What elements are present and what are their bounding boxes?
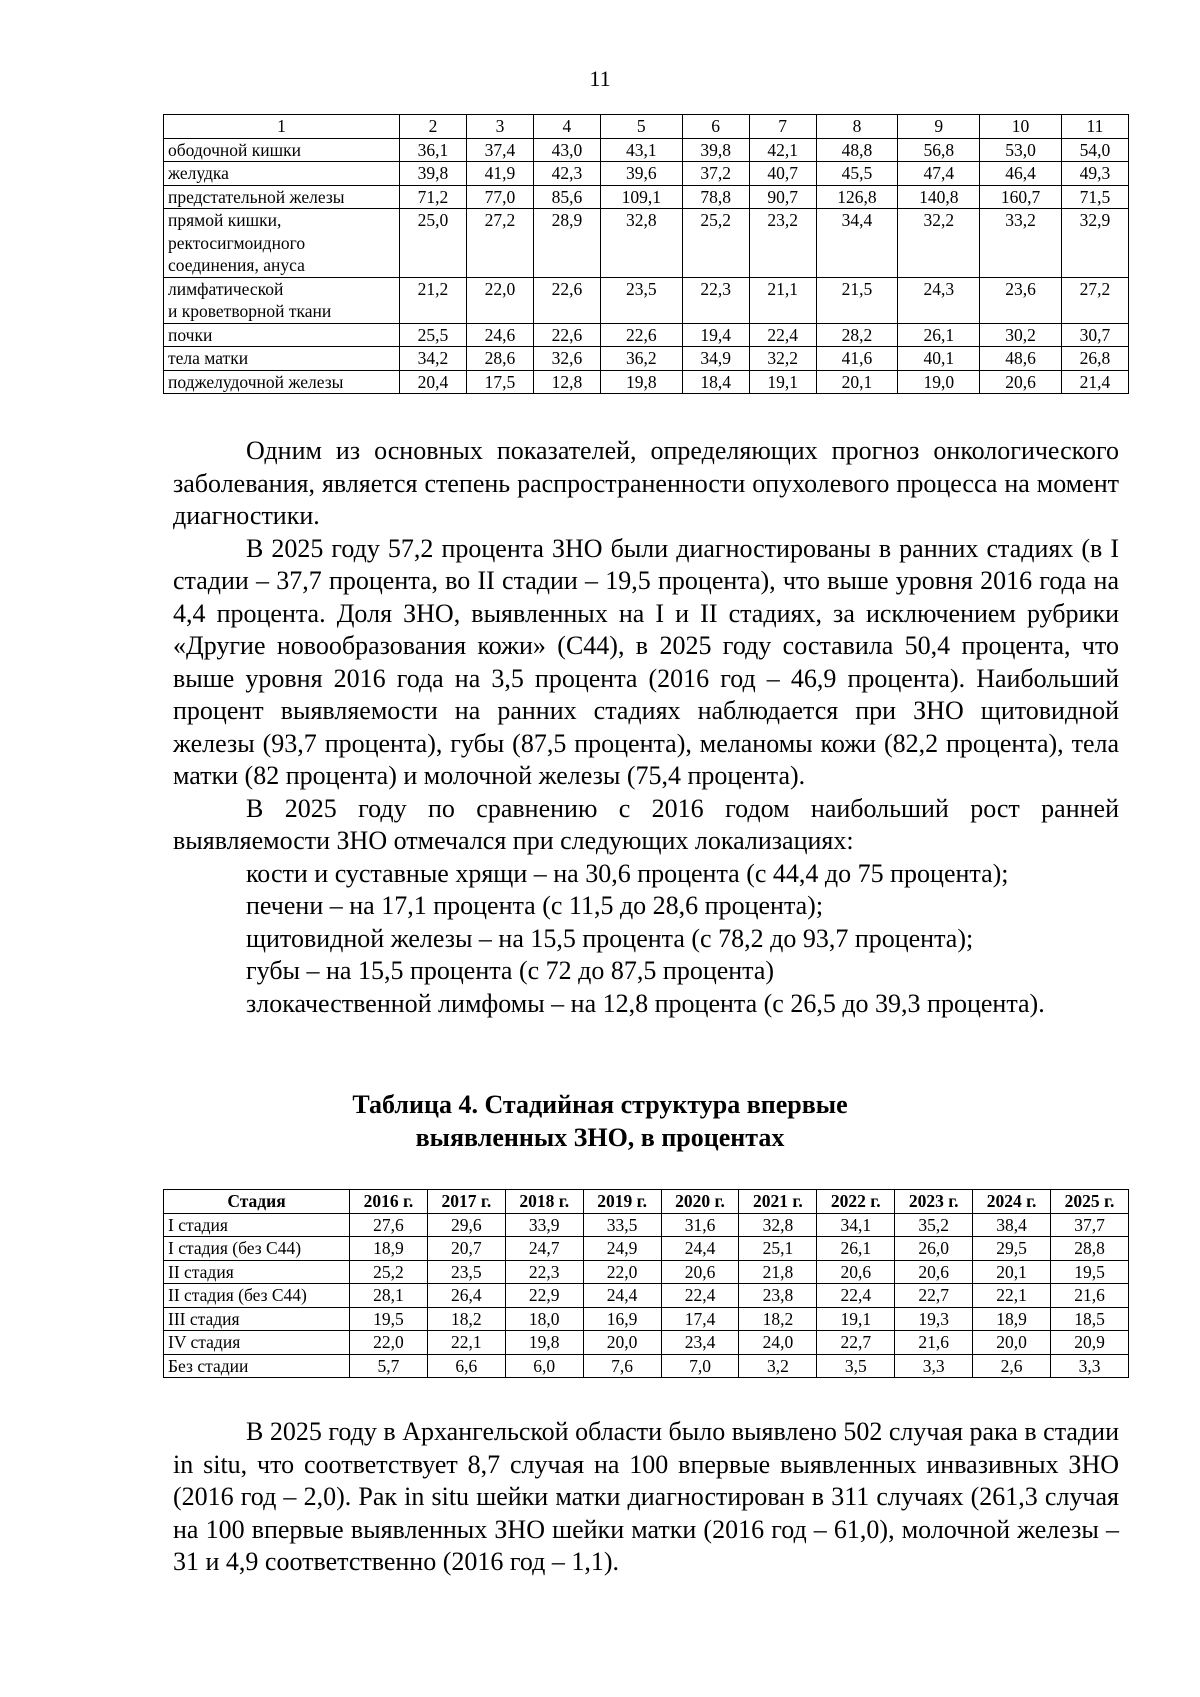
table-cell: 7,0 — [661, 1354, 739, 1378]
table-caption-line: выявленных ЗНО, в процентах — [415, 1123, 785, 1152]
table-cell: 22,4 — [661, 1284, 739, 1308]
paragraph: В 2025 году в Архангельской области было выявлено 502 случая рака в стадии in situ, что соответствует 8,7 случая на 100 впервые выявленных инвазивных ЗНО (2016 год – 2,0). Рак in situ шейки матки диагностирован в 311 случаях (261,3 случая на 100 впервые выявленных ЗНО шейки матки (2016 год – 61,0), молочной железы – 31 и 4,9 соответственно (2016 год – 1,1). — [173, 1417, 1119, 1576]
table-row — [164, 347, 1129, 371]
table-cell: 37,7 — [1051, 1213, 1129, 1237]
table-cell: 28,6 — [466, 347, 533, 371]
stage-structure-table — [163, 1189, 1129, 1378]
table-cell: 19,8 — [505, 1331, 583, 1355]
row-label: поджелудочной железы — [164, 370, 400, 394]
table-cell: 32,9 — [1061, 209, 1128, 278]
table-cell: 26,0 — [895, 1237, 973, 1261]
table-cell: 24,6 — [466, 323, 533, 347]
table-row — [164, 370, 1129, 394]
table-row — [164, 162, 1129, 186]
table-cell: 19,5 — [350, 1307, 428, 1331]
table-cell: 21,4 — [1061, 370, 1128, 394]
paragraph: В 2025 году 57,2 процента ЗНО были диагностированы в ранних стадиях (в I стадии – 37,7 процента, во II стадии – 19,5 процента), что выше уровня 2016 года на 4,4 процента. Доля ЗНО, выявленных на I и II стадиях, за исключением рубрики «Другие новообразования кожи» (С44), в 2025 году составила 50,4 процента, что выше уровня 2016 года на 3,5 процента (2016 год – 46,9 процента). Наибольший процент выявляемости на ранних стадиях наблюдается при ЗНО щитовидной железы (93,7 процента), губы (87,5 процента), меланомы кожи (82,2 процента), тела матки (82 процента) и молочной железы (75,4 процента). — [173, 533, 1119, 790]
table-cell: 48,6 — [980, 347, 1062, 371]
table-cell: 19,4 — [682, 323, 749, 347]
row-label: почки — [164, 323, 400, 347]
list-item: печени – на 17,1 процента (с 11,5 до 28,6 процента); — [246, 891, 824, 920]
table-cell: 24,7 — [505, 1237, 583, 1261]
table-cell: 40,7 — [749, 162, 816, 186]
table-cell: 29,5 — [973, 1237, 1051, 1261]
table-cell: 22,7 — [895, 1284, 973, 1308]
table-cell: 27,6 — [350, 1213, 428, 1237]
table-cell: 23,2 — [749, 209, 816, 278]
table-cell: 43,1 — [600, 138, 682, 162]
table-cell: 30,2 — [980, 323, 1062, 347]
table-cell: 24,3 — [898, 277, 980, 323]
table-cell: 6,0 — [505, 1354, 583, 1378]
table-cell: 7,6 — [583, 1354, 661, 1378]
column-header: 2023 г. — [895, 1190, 973, 1214]
table-cell: 18,9 — [350, 1237, 428, 1261]
table-cell: 40,1 — [898, 347, 980, 371]
table-cell: 16,9 — [583, 1307, 661, 1331]
table-cell: 28,1 — [350, 1284, 428, 1308]
table-cell: 22,9 — [505, 1284, 583, 1308]
table-cell: 24,0 — [739, 1331, 817, 1355]
table-cell: 26,4 — [427, 1284, 505, 1308]
column-header: 10 — [980, 115, 1062, 139]
table-cell: 36,2 — [600, 347, 682, 371]
table-cell: 20,6 — [661, 1260, 739, 1284]
table-cell: 20,6 — [817, 1260, 895, 1284]
table-cell: 2,6 — [973, 1354, 1051, 1378]
table-cell: 26,1 — [817, 1237, 895, 1261]
table-cell: 20,7 — [427, 1237, 505, 1261]
table-cell: 34,9 — [682, 347, 749, 371]
table-cell: 17,5 — [466, 370, 533, 394]
table-cell: 109,1 — [600, 185, 682, 209]
column-header: 2024 г. — [973, 1190, 1051, 1214]
table-cell: 19,3 — [895, 1307, 973, 1331]
table-cell: 160,7 — [980, 185, 1062, 209]
column-header: 8 — [816, 115, 898, 139]
list-item: губы – на 15,5 процента (с 72 до 87,5 процента) — [246, 956, 775, 985]
table-cell: 39,8 — [682, 138, 749, 162]
table-row — [164, 1260, 1129, 1284]
table-row — [164, 277, 1129, 323]
table-cell: 38,4 — [973, 1213, 1051, 1237]
table-cell: 20,1 — [973, 1260, 1051, 1284]
row-label: прямой кишки, ректосигмоидного соединения, ануса — [164, 209, 400, 278]
table-cell: 39,8 — [400, 162, 467, 186]
table-cell: 28,2 — [816, 323, 898, 347]
table-cell: 32,2 — [898, 209, 980, 278]
table-cell: 12,8 — [533, 370, 600, 394]
table-cell: 23,4 — [661, 1331, 739, 1355]
table-cell: 3,3 — [1051, 1354, 1129, 1378]
table-cell: 6,6 — [427, 1354, 505, 1378]
table-row — [164, 1237, 1129, 1261]
table-cell: 31,6 — [661, 1213, 739, 1237]
table-row — [164, 1331, 1129, 1355]
column-header: Стадия — [164, 1190, 350, 1214]
table-cell: 23,8 — [739, 1284, 817, 1308]
table-cell: 5,7 — [350, 1354, 428, 1378]
table-cell: 29,6 — [427, 1213, 505, 1237]
column-header: 2016 г. — [350, 1190, 428, 1214]
row-label: III стадия — [164, 1307, 350, 1331]
table-row — [164, 185, 1129, 209]
table-cell: 18,2 — [427, 1307, 505, 1331]
row-label: ободочной кишки — [164, 138, 400, 162]
table-cell: 25,2 — [350, 1260, 428, 1284]
table-cell: 24,4 — [661, 1237, 739, 1261]
table-cell: 71,2 — [400, 185, 467, 209]
column-header: 3 — [466, 115, 533, 139]
table-cell: 20,6 — [980, 370, 1062, 394]
table-cell: 27,2 — [466, 209, 533, 278]
table-cell: 20,0 — [583, 1331, 661, 1355]
table-cell: 23,5 — [427, 1260, 505, 1284]
table-row — [164, 1284, 1129, 1308]
table-cell: 3,3 — [895, 1354, 973, 1378]
row-label: I стадия — [164, 1213, 350, 1237]
table-cell: 22,3 — [682, 277, 749, 323]
column-header: 2020 г. — [661, 1190, 739, 1214]
table-cell: 126,8 — [816, 185, 898, 209]
list-item: кости и суставные хрящи – на 30,6 процента (с 44,4 до 75 процента); — [246, 858, 1009, 888]
column-header: 6 — [682, 115, 749, 139]
table-cell: 77,0 — [466, 185, 533, 209]
table-cell: 3,5 — [817, 1354, 895, 1378]
table-cell: 90,7 — [749, 185, 816, 209]
table-cell: 22,1 — [973, 1284, 1051, 1308]
table-cell: 19,5 — [1051, 1260, 1129, 1284]
table-cell: 25,5 — [400, 323, 467, 347]
table-cell: 32,8 — [739, 1213, 817, 1237]
table-cell: 22,6 — [600, 323, 682, 347]
column-header: 7 — [749, 115, 816, 139]
table-cell: 27,2 — [1061, 277, 1128, 323]
table-cell: 21,5 — [816, 277, 898, 323]
table-caption — [0, 1088, 1200, 1154]
table-cell: 20,1 — [816, 370, 898, 394]
column-header: 4 — [533, 115, 600, 139]
table-cell: 30,7 — [1061, 323, 1128, 347]
table-cell: 56,8 — [898, 138, 980, 162]
table-cell: 35,2 — [895, 1213, 973, 1237]
table-cell: 46,4 — [980, 162, 1062, 186]
row-label: II стадия — [164, 1260, 350, 1284]
table-cell: 32,6 — [533, 347, 600, 371]
row-label: предстательной железы — [164, 185, 400, 209]
column-header: 2017 г. — [427, 1190, 505, 1214]
table-cell: 25,1 — [739, 1237, 817, 1261]
table-cell: 41,9 — [466, 162, 533, 186]
table-cell: 22,0 — [583, 1260, 661, 1284]
table-header-row — [164, 115, 1129, 139]
column-header: 5 — [600, 115, 682, 139]
table-cell: 34,4 — [816, 209, 898, 278]
table-cell: 32,2 — [749, 347, 816, 371]
table-cell: 78,8 — [682, 185, 749, 209]
table-cell: 19,8 — [600, 370, 682, 394]
table-cell: 36,1 — [400, 138, 467, 162]
paragraph: В 2025 году по сравнению с 2016 годом наибольший рост ранней выявляемости ЗНО отмечался при следующих локализациях: — [173, 793, 1119, 855]
table-cell: 21,6 — [1051, 1284, 1129, 1308]
row-label: Без стадии — [164, 1354, 350, 1378]
table-cell: 24,9 — [583, 1237, 661, 1261]
body-text-section-2 — [173, 1416, 1119, 1579]
table-row — [164, 138, 1129, 162]
table-cell: 22,4 — [749, 323, 816, 347]
table-cell: 20,6 — [895, 1260, 973, 1284]
table-cell: 39,6 — [600, 162, 682, 186]
table-cell: 20,4 — [400, 370, 467, 394]
table-row — [164, 1354, 1129, 1378]
table-cell: 22,6 — [533, 323, 600, 347]
table-header-row — [164, 1190, 1129, 1214]
table-cell: 21,6 — [895, 1331, 973, 1355]
column-header: 2022 г. — [817, 1190, 895, 1214]
table-cell: 41,6 — [816, 347, 898, 371]
table-cell: 17,4 — [661, 1307, 739, 1331]
table-cell: 33,5 — [583, 1213, 661, 1237]
table-row — [164, 209, 1129, 278]
table-cell: 22,4 — [817, 1284, 895, 1308]
table-cell: 24,4 — [583, 1284, 661, 1308]
table-cell: 71,5 — [1061, 185, 1128, 209]
table-cell: 18,2 — [739, 1307, 817, 1331]
table-cell: 22,6 — [533, 277, 600, 323]
table-cell: 54,0 — [1061, 138, 1128, 162]
table-cell: 22,1 — [427, 1331, 505, 1355]
table-caption-line: Таблица 4. Стадийная структура впервые — [352, 1090, 848, 1119]
body-text-section-1 — [173, 435, 1119, 1020]
table-cell: 22,3 — [505, 1260, 583, 1284]
table-cell: 28,9 — [533, 209, 600, 278]
table-cell: 19,1 — [817, 1307, 895, 1331]
column-header: 1 — [164, 115, 400, 139]
table-cell: 22,0 — [350, 1331, 428, 1355]
table-cell: 43,0 — [533, 138, 600, 162]
column-header: 11 — [1061, 115, 1128, 139]
paragraph: Одним из основных показателей, определяющих прогноз онкологического заболевания, является степень распространенности опухолевого процесса на момент диагностики. — [173, 436, 1119, 530]
column-header: 2021 г. — [739, 1190, 817, 1214]
table-row — [164, 1307, 1129, 1331]
table-cell: 20,9 — [1051, 1331, 1129, 1355]
table-cell: 33,2 — [980, 209, 1062, 278]
table-cell: 23,5 — [600, 277, 682, 323]
table-cell: 19,1 — [749, 370, 816, 394]
table-cell: 18,9 — [973, 1307, 1051, 1331]
row-label: II стадия (без С44) — [164, 1284, 350, 1308]
table-cell: 3,2 — [739, 1354, 817, 1378]
row-label: I стадия (без С44) — [164, 1237, 350, 1261]
table-cell: 34,1 — [817, 1213, 895, 1237]
column-header: 9 — [898, 115, 980, 139]
table-cell: 34,2 — [400, 347, 467, 371]
incidence-table — [163, 114, 1129, 394]
table-cell: 21,2 — [400, 277, 467, 323]
table-row — [164, 323, 1129, 347]
row-label: тела матки — [164, 347, 400, 371]
row-label: желудка — [164, 162, 400, 186]
table-cell: 21,1 — [749, 277, 816, 323]
list-item: щитовидной железы – на 15,5 процента (с 78,2 до 93,7 процента); — [246, 923, 974, 953]
table-cell: 42,3 — [533, 162, 600, 186]
table-cell: 22,0 — [466, 277, 533, 323]
table-cell: 32,8 — [600, 209, 682, 278]
table-cell: 33,9 — [505, 1213, 583, 1237]
table-cell: 18,4 — [682, 370, 749, 394]
column-header: 2025 г. — [1051, 1190, 1129, 1214]
table-cell: 48,8 — [816, 138, 898, 162]
column-header: 2 — [400, 115, 467, 139]
table-cell: 19,0 — [898, 370, 980, 394]
table-cell: 26,1 — [898, 323, 980, 347]
table-cell: 20,0 — [973, 1331, 1051, 1355]
table-cell: 140,8 — [898, 185, 980, 209]
row-label: лимфатической и кроветворной ткани — [164, 277, 400, 323]
table-cell: 23,6 — [980, 277, 1062, 323]
table-cell: 18,5 — [1051, 1307, 1129, 1331]
table-cell: 22,7 — [817, 1331, 895, 1355]
table-cell: 28,8 — [1051, 1237, 1129, 1261]
table-cell: 47,4 — [898, 162, 980, 186]
row-label: IV стадия — [164, 1331, 350, 1355]
table-cell: 45,5 — [816, 162, 898, 186]
list-item: злокачественной лимфомы – на 12,8 процента (с 26,5 до 39,3 процента). — [246, 988, 1045, 1018]
table-row — [164, 1213, 1129, 1237]
table-cell: 25,2 — [682, 209, 749, 278]
table-cell: 26,8 — [1061, 347, 1128, 371]
table-cell: 37,4 — [466, 138, 533, 162]
table-cell: 49,3 — [1061, 162, 1128, 186]
table-cell: 85,6 — [533, 185, 600, 209]
table-cell: 37,2 — [682, 162, 749, 186]
table-cell: 21,8 — [739, 1260, 817, 1284]
table-cell: 42,1 — [749, 138, 816, 162]
table-cell: 25,0 — [400, 209, 467, 278]
table-cell: 53,0 — [980, 138, 1062, 162]
page-number: 11 — [589, 66, 611, 91]
table-cell: 18,0 — [505, 1307, 583, 1331]
column-header: 2019 г. — [583, 1190, 661, 1214]
column-header: 2018 г. — [505, 1190, 583, 1214]
